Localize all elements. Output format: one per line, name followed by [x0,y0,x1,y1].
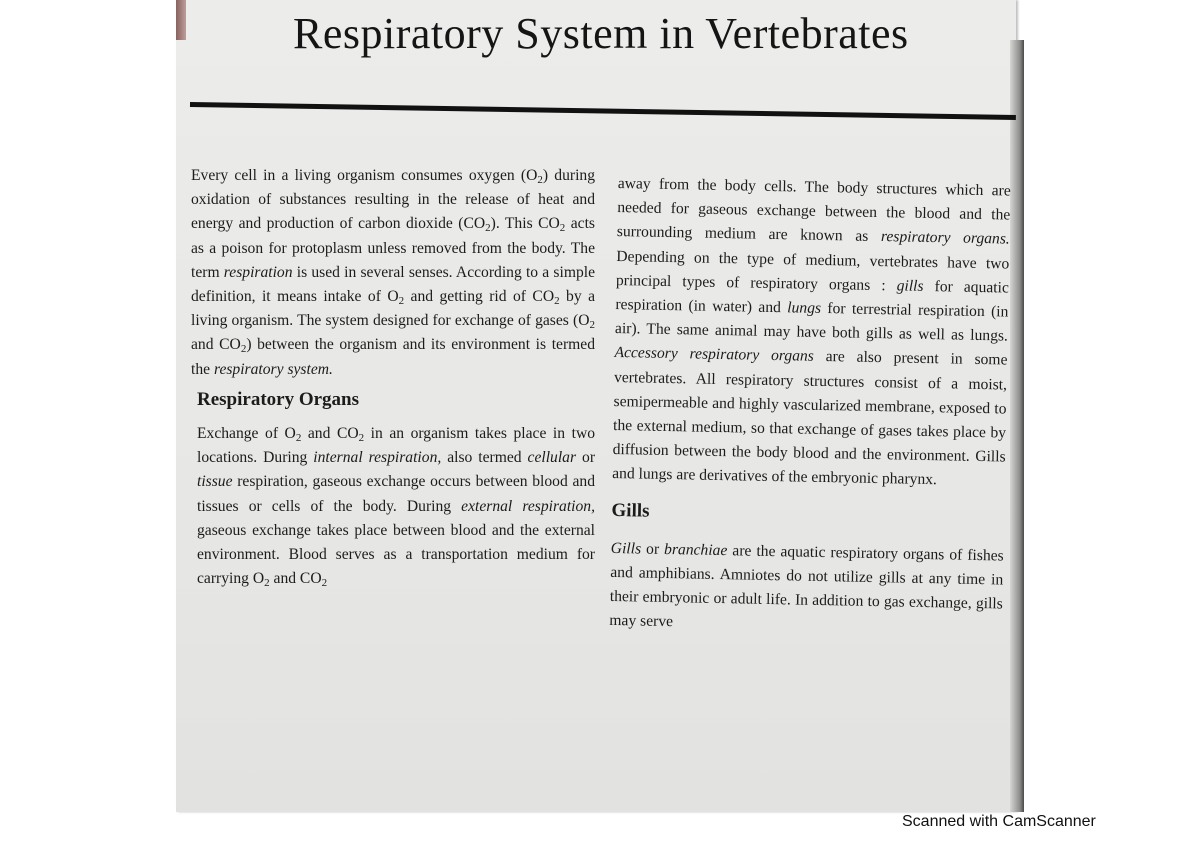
respiratory-organs-paragraph: Exchange of $O_2$ and $CO_2$ in an organism takes place in two locations. During internal respiration, also termed cellular or tissue respiration, gaseous exchange occurs between blood and tissues or cells of the body. During external respiration, gaseous exchange takes place between blood and the external environment. Blood serves as a transportation medium for carrying $O_2$ and $CO_2$ [197,425,596,590]
gills-paragraph: Gills or branchiae are the aquatic respiratory organs of fishes and amphibians. Amniotes do not utilize gills at any time in their embryonic or adult life. In addition to gas exchange, gills may serve [609,539,1004,631]
right-column [609,172,1011,641]
intro-paragraph: Every cell in a living organism consumes oxygen $(O_2)$ during oxidation of substances resulting in the release of heat and energy and production of carbon dioxide $(CO_2)$. This $CO_2$ acts as a poison for protoplasm unless removed from the body. The term respiration is used in several senses. According to a simple definition, it means intake of $O_2$ and getting rid of $CO_2$ by a living organism. The system designed for exchange of gases ($O_2$ and $CO_2$) between the organism and its environment is termed the respiratory system. [191,167,596,378]
page-title: Respiratory System in Vertebrates [293,9,909,58]
page-edge-right [1010,40,1024,812]
left-column [191,164,595,591]
continued-paragraph: away from the body cells. The body structures which are needed for gaseous exchange between the blood and the surrounding medium are known as respiratory organs. Depending on the type of medium, vertebrates have two principal types of respiratory organs : gills for aquatic respiration (in water) and lungs for terrestrial respiration (in air). The same animal may have both gills as well as lungs. Accessory respiratory organs are also present in some vertebrates. All respiratory structures consist of a moist, semipermeable and highly vascularized membrane, exposed to the external medium, so that exchange of gases takes place by diffusion between the body blood and the environment. Gills and lungs are derivatives of the embryonic pharynx. [612,174,1011,489]
section-heading-gills: Gills [611,499,650,522]
section-heading-respiratory-organs: Respiratory Organs [197,388,360,410]
page-edge-left [176,0,186,40]
scanner-watermark: Scanned with CamScanner [902,813,1096,830]
